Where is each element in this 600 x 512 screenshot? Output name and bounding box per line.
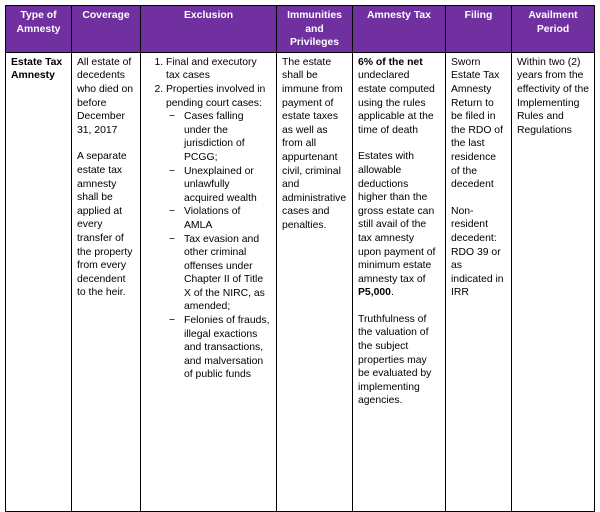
cell-exclusion bbox=[141, 52, 277, 511]
exclusion-sublist bbox=[166, 110, 271, 382]
amnesty-tax-paragraph: Truthfulness of the valuation of the subject properties may be evaluated by implementing agencies. bbox=[358, 313, 432, 407]
amnesty-tax-paragraph bbox=[358, 150, 440, 300]
header-row bbox=[6, 6, 595, 53]
exclusion-subitem: − Violations of AMLA bbox=[184, 205, 271, 232]
coverage-paragraph: A separate estate tax amnesty shall be applied at every transfer of the property from every decendent to the heir. bbox=[77, 151, 133, 299]
filing-paragraph: Sworn Estate Tax Amnesty Return to be filed in the RDO of the last residence of the decedent bbox=[451, 56, 503, 191]
amnesty-tax-paragraph bbox=[358, 56, 440, 138]
amnesty-rate-text: 6% of the net bbox=[358, 56, 423, 68]
header-availment-period: Availment Period bbox=[512, 6, 595, 53]
cell-type-of-amnesty: Estate Tax Amnesty bbox=[6, 52, 72, 511]
minimum-tax-text: Estates with allowable deductions higher than the gross estate can still avail of the tax amnesty upon payment of minimum estate amnesty tax of bbox=[358, 151, 436, 285]
minimum-tax-amount: P5,000 bbox=[358, 287, 391, 299]
exclusion-item-label: Properties involved in pending court cases: bbox=[166, 83, 266, 109]
header-immunities: Immunities and Privileges bbox=[277, 6, 353, 53]
exclusion-item: 1. Final and executory tax cases bbox=[166, 56, 271, 83]
table-row bbox=[6, 52, 595, 511]
header-exclusion: Exclusion bbox=[141, 6, 277, 53]
exclusion-list bbox=[146, 56, 271, 382]
minimum-tax-end: . bbox=[390, 287, 394, 299]
exclusion-subitem: − Cases falling under the jurisdiction of PCGG; bbox=[184, 110, 271, 164]
header-type-of-amnesty: Type of Amnesty bbox=[6, 6, 72, 53]
cell-availment-period: Within two (2) years from the effectivity of the Implementing Rules and Regulations bbox=[512, 52, 595, 511]
cell-immunities: The estate shall be immune from payment of estate taxes as well as from all appurtenant civil, criminal and administrative cases and penalties. bbox=[277, 52, 353, 511]
estate-tax-amnesty-table bbox=[5, 5, 595, 512]
filing-paragraph: Non-resident decedent: RDO 39 or as indicated in IRR bbox=[451, 205, 504, 299]
exclusion-subitem: − Felonies of frauds, illegal exactions and transactions, and malversation of public funds bbox=[184, 314, 271, 382]
exclusion-item bbox=[166, 83, 271, 382]
exclusion-subitem: − Tax evasion and other criminal offenses under Chapter II of Title X of the NIRC, as amended; bbox=[184, 233, 271, 315]
header-coverage: Coverage bbox=[72, 6, 141, 53]
header-filing: Filing bbox=[446, 6, 512, 53]
coverage-paragraph: All estate of decedents who died on before December 31, 2017 bbox=[77, 56, 134, 136]
cell-coverage bbox=[72, 52, 141, 511]
amnesty-rate-detail: undeclared estate computed using the rules applicable at the time of death bbox=[358, 70, 435, 136]
exclusion-subitem: − Unexplained or unlawfully acquired wealth bbox=[184, 165, 271, 206]
header-amnesty-tax: Amnesty Tax bbox=[353, 6, 446, 53]
cell-amnesty-tax bbox=[353, 52, 446, 511]
cell-filing bbox=[446, 52, 512, 511]
